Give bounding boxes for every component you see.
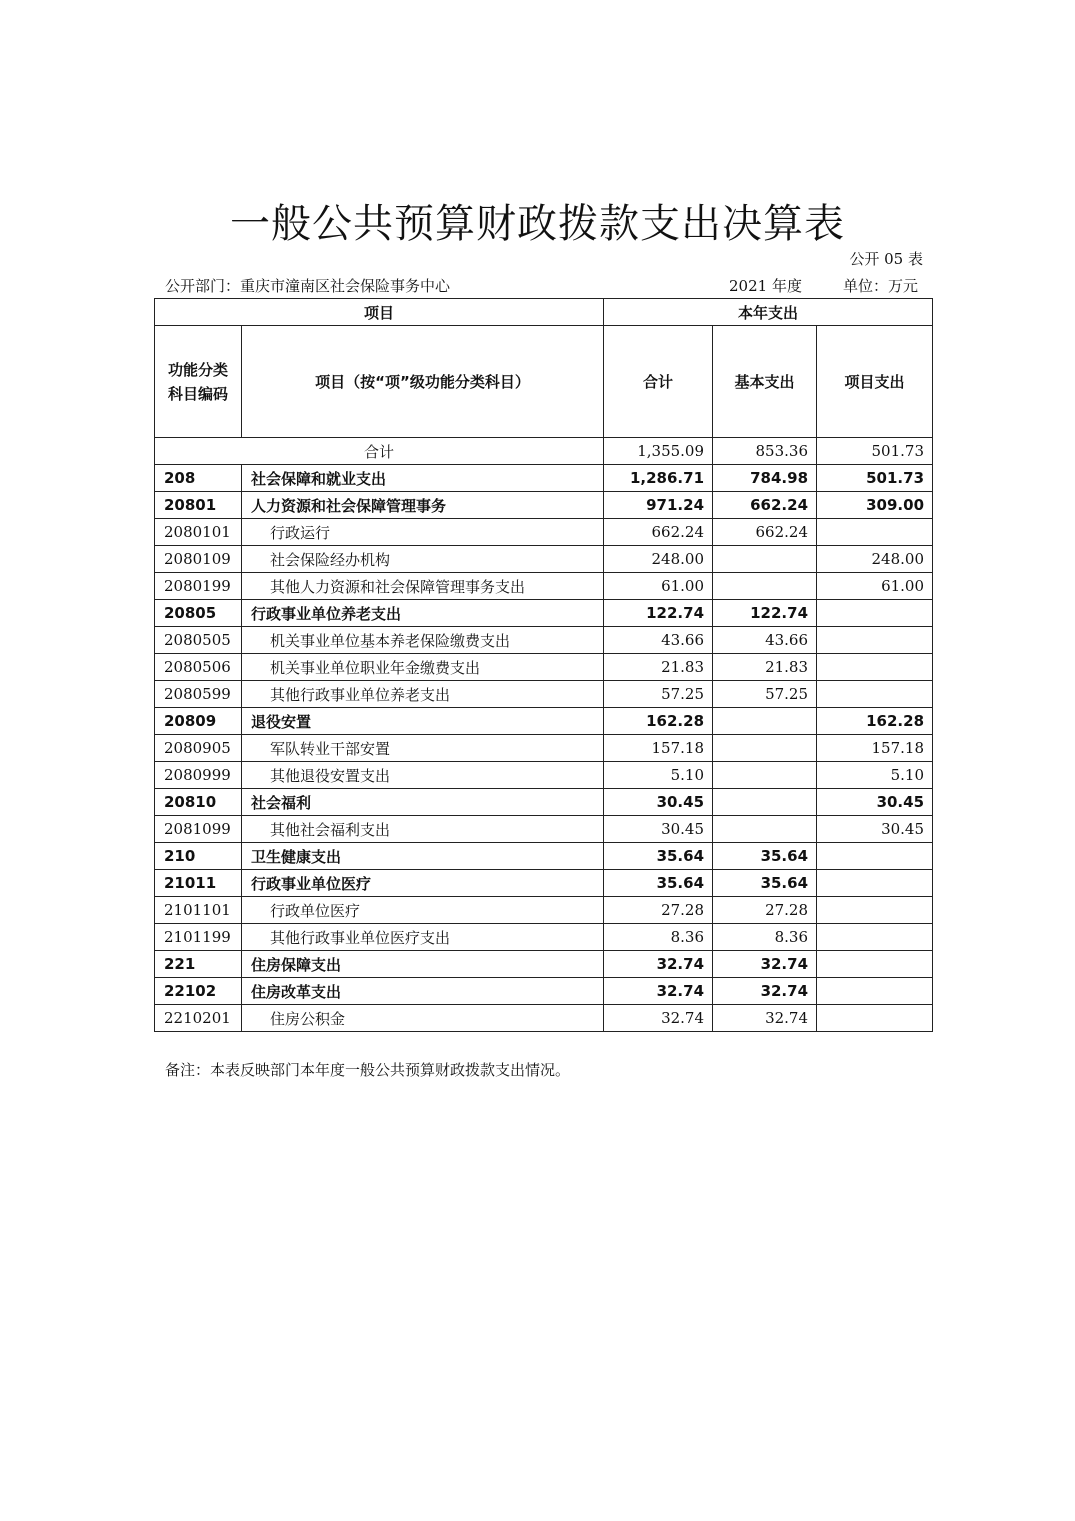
row-basic: 35.64 — [713, 843, 817, 870]
table-row — [155, 870, 933, 897]
row-program: 157.18 — [817, 735, 933, 762]
row-total: 43.66 — [604, 627, 713, 654]
total-basic: 853.36 — [713, 438, 817, 465]
row-total: 971.24 — [604, 492, 713, 519]
row-total: 35.64 — [604, 843, 713, 870]
row-program — [817, 897, 933, 924]
row-basic: 662.24 — [713, 492, 817, 519]
table-row — [155, 681, 933, 708]
table-row — [155, 654, 933, 681]
row-name: 机关事业单位职业年金缴费支出 — [242, 654, 604, 681]
row-basic: 32.74 — [713, 978, 817, 1005]
row-basic: 27.28 — [713, 897, 817, 924]
row-name: 机关事业单位基本养老保险缴费支出 — [242, 627, 604, 654]
table-row — [155, 843, 933, 870]
table-row — [155, 978, 933, 1005]
row-total: 122.74 — [604, 600, 713, 627]
row-total: 61.00 — [604, 573, 713, 600]
row-code: 2101199 — [155, 924, 242, 951]
row-basic: 784.98 — [713, 465, 817, 492]
table-row — [155, 546, 933, 573]
row-basic: 122.74 — [713, 600, 817, 627]
row-code: 2080505 — [155, 627, 242, 654]
department-label: 公开部门：重庆市潼南区社会保险事务中心 — [165, 277, 451, 295]
row-program — [817, 843, 933, 870]
table-row — [155, 600, 933, 627]
page-title: 一般公共预算财政拨款支出决算表 — [230, 201, 845, 247]
row-code: 20809 — [155, 708, 242, 735]
row-code: 2080905 — [155, 735, 242, 762]
row-basic — [713, 816, 817, 843]
expenditure-table — [154, 298, 933, 1032]
row-total: 27.28 — [604, 897, 713, 924]
row-basic — [713, 708, 817, 735]
row-name: 行政事业单位医疗 — [242, 870, 604, 897]
row-name: 住房改革支出 — [242, 978, 604, 1005]
total-total: 1,355.09 — [604, 438, 713, 465]
row-program — [817, 870, 933, 897]
row-total: 662.24 — [604, 519, 713, 546]
table-row — [155, 762, 933, 789]
row-name: 社会保险经办机构 — [242, 546, 604, 573]
row-code: 2080506 — [155, 654, 242, 681]
row-code: 20801 — [155, 492, 242, 519]
table-row — [155, 1005, 933, 1032]
row-code: 2101101 — [155, 897, 242, 924]
row-program — [817, 627, 933, 654]
total-program: 501.73 — [817, 438, 933, 465]
header-code: 功能分类科目编码 — [155, 326, 242, 438]
table-row — [155, 951, 933, 978]
total-row — [155, 438, 933, 465]
row-name: 卫生健康支出 — [242, 843, 604, 870]
row-basic: 43.66 — [713, 627, 817, 654]
row-program — [817, 654, 933, 681]
row-total: 21.83 — [604, 654, 713, 681]
table-row — [155, 897, 933, 924]
row-code: 2080999 — [155, 762, 242, 789]
row-name: 军队转业干部安置 — [242, 735, 604, 762]
header-total: 合计 — [604, 326, 713, 438]
row-program — [817, 924, 933, 951]
header-project: 项目 — [155, 299, 604, 326]
row-total: 157.18 — [604, 735, 713, 762]
row-code: 21011 — [155, 870, 242, 897]
row-program: 162.28 — [817, 708, 933, 735]
row-code: 2080101 — [155, 519, 242, 546]
form-number: 公开 05 表 — [849, 250, 923, 268]
row-code: 210 — [155, 843, 242, 870]
row-basic — [713, 573, 817, 600]
footnote: 备注：本表反映部门本年度一般公共预算财政拨款支出情况。 — [165, 1061, 571, 1079]
row-total: 5.10 — [604, 762, 713, 789]
row-code: 22102 — [155, 978, 242, 1005]
row-total: 30.45 — [604, 816, 713, 843]
row-name: 其他人力资源和社会保障管理事务支出 — [242, 573, 604, 600]
row-program — [817, 519, 933, 546]
row-basic: 32.74 — [713, 1005, 817, 1032]
row-program — [817, 1005, 933, 1032]
row-basic: 32.74 — [713, 951, 817, 978]
header-program: 项目支出 — [817, 326, 933, 438]
table-row — [155, 816, 933, 843]
row-total: 162.28 — [604, 708, 713, 735]
row-name: 其他社会福利支出 — [242, 816, 604, 843]
row-program: 5.10 — [817, 762, 933, 789]
table-row — [155, 789, 933, 816]
row-code: 221 — [155, 951, 242, 978]
row-total: 8.36 — [604, 924, 713, 951]
row-name: 行政运行 — [242, 519, 604, 546]
row-name: 其他行政事业单位医疗支出 — [242, 924, 604, 951]
row-total: 32.74 — [604, 1005, 713, 1032]
row-name: 行政事业单位养老支出 — [242, 600, 604, 627]
row-program: 30.45 — [817, 789, 933, 816]
row-program: 501.73 — [817, 465, 933, 492]
row-basic: 57.25 — [713, 681, 817, 708]
row-basic — [713, 789, 817, 816]
header-item: 项目（按“项”级功能分类科目） — [242, 326, 604, 438]
row-total: 32.74 — [604, 951, 713, 978]
row-total: 35.64 — [604, 870, 713, 897]
row-total: 1,286.71 — [604, 465, 713, 492]
row-basic: 35.64 — [713, 870, 817, 897]
row-name: 退役安置 — [242, 708, 604, 735]
row-program — [817, 681, 933, 708]
row-total: 32.74 — [604, 978, 713, 1005]
row-program: 309.00 — [817, 492, 933, 519]
row-basic — [713, 735, 817, 762]
header-row-2 — [155, 326, 933, 438]
table-row — [155, 465, 933, 492]
row-name: 住房保障支出 — [242, 951, 604, 978]
row-program: 61.00 — [817, 573, 933, 600]
row-name: 其他行政事业单位养老支出 — [242, 681, 604, 708]
row-code: 2080199 — [155, 573, 242, 600]
header-current-year: 本年支出 — [604, 299, 933, 326]
row-name: 社会福利 — [242, 789, 604, 816]
unit-label: 单位：万元 — [843, 277, 919, 295]
row-program — [817, 951, 933, 978]
table-row — [155, 708, 933, 735]
row-code: 20810 — [155, 789, 242, 816]
table-row — [155, 573, 933, 600]
row-program — [817, 600, 933, 627]
row-name: 行政单位医疗 — [242, 897, 604, 924]
row-program: 30.45 — [817, 816, 933, 843]
header-row-1 — [155, 299, 933, 326]
row-name: 住房公积金 — [242, 1005, 604, 1032]
row-basic — [713, 546, 817, 573]
row-total: 30.45 — [604, 789, 713, 816]
table-row — [155, 735, 933, 762]
row-code: 208 — [155, 465, 242, 492]
row-total: 248.00 — [604, 546, 713, 573]
row-code: 2081099 — [155, 816, 242, 843]
row-name: 其他退役安置支出 — [242, 762, 604, 789]
row-code: 2080109 — [155, 546, 242, 573]
header-basic: 基本支出 — [713, 326, 817, 438]
total-label: 合计 — [155, 438, 604, 465]
row-program: 248.00 — [817, 546, 933, 573]
row-code: 2080599 — [155, 681, 242, 708]
row-program — [817, 978, 933, 1005]
row-basic — [713, 762, 817, 789]
row-basic: 662.24 — [713, 519, 817, 546]
table-row — [155, 924, 933, 951]
fiscal-year: 2021 年度 — [729, 277, 802, 295]
row-name: 人力资源和社会保障管理事务 — [242, 492, 604, 519]
row-basic: 8.36 — [713, 924, 817, 951]
table-row — [155, 627, 933, 654]
row-total: 57.25 — [604, 681, 713, 708]
row-name: 社会保障和就业支出 — [242, 465, 604, 492]
table-row — [155, 519, 933, 546]
table-row — [155, 492, 933, 519]
row-basic: 21.83 — [713, 654, 817, 681]
row-code: 2210201 — [155, 1005, 242, 1032]
row-code: 20805 — [155, 600, 242, 627]
